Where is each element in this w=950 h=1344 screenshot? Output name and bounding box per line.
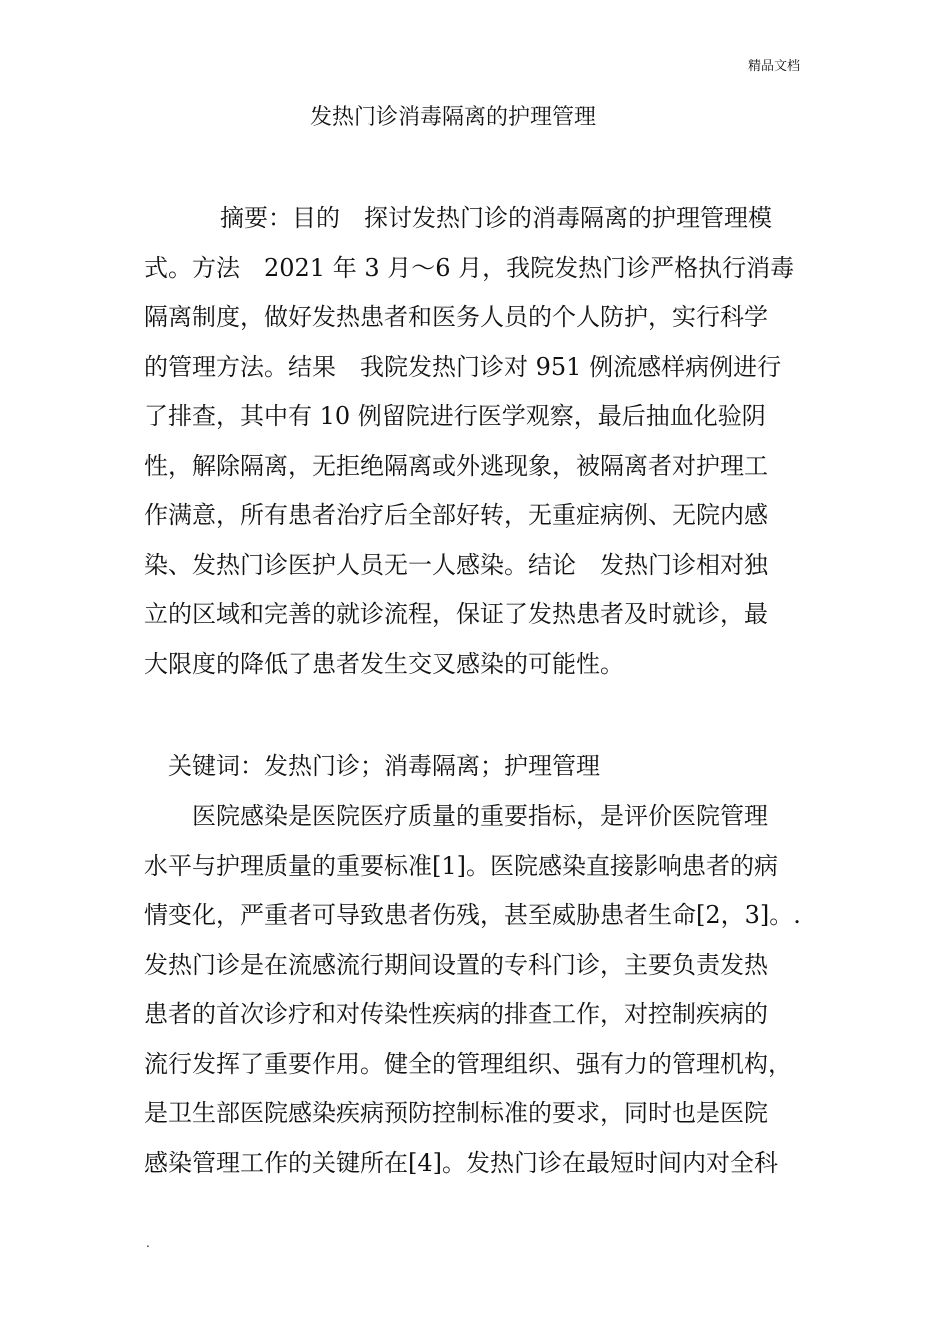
abstract-paragraph — [144, 194, 794, 689]
keywords-label: 关键词： — [168, 752, 264, 780]
intro-line: 医院感染是医院医疗质量的重要指标，是评价医院管理 — [192, 802, 768, 830]
abstract-line: 立的区域和完善的就诊流程，保证了发热患者及时就诊，最 — [144, 600, 768, 628]
abstract-line: 隔离制度，做好发热患者和医务人员的个人防护，实行科学 — [144, 303, 768, 331]
intro-line: 患者的首次诊疗和对传染性疾病的排查工作，对控制疾病的 — [144, 1000, 768, 1028]
abstract-line: 式。方法 2021 年 3 月～6 月，我院发热门诊严格执行消毒 — [144, 253, 795, 282]
abstract-line: 了排查，其中有 10 例留院进行医学观察，最后抽血化验阴 — [144, 402, 766, 430]
abstract-line — [144, 194, 794, 244]
intro-paragraph — [144, 792, 801, 1188]
intro-line: 流行发挥了重要作用。健全的管理组织、强有力的管理机构， — [144, 1049, 792, 1078]
abstract-line: 染、发热门诊医护人员无一人感染。结论 发热门诊相对独 — [144, 550, 768, 579]
header-mark: 精品文档 — [748, 59, 801, 74]
document-title: 发热门诊消毒隔离的护理管理 — [310, 105, 597, 130]
keywords-paragraph — [144, 742, 600, 792]
intro-line: 水平与护理质量的重要标准[1]。医院感染直接影响患者的病 — [144, 851, 778, 880]
intro-line: 发热门诊是在流感流行期间设置的专科门诊，主要负责发热 — [144, 950, 768, 979]
intro-line: 情变化，严重者可导致患者伤残，甚至威胁患者生命[2，3]。. — [144, 901, 801, 929]
footer-mark: . — [146, 1236, 150, 1250]
abstract-line: 性，解除隔离，无拒绝隔离或外逃现象，被隔离者对护理工 — [144, 451, 768, 480]
abstract-line: 大限度的降低了患者发生交叉感染的可能性。 — [144, 649, 624, 678]
keywords-line — [144, 742, 600, 792]
intro-line: 感染管理工作的关键所在[4]。发热门诊在最短时间内对全科 — [144, 1148, 778, 1177]
intro-line: 是卫生部医院感染疾病预防控制标准的要求，同时也是医院 — [144, 1099, 768, 1127]
abstract-line: 作满意，所有患者治疗后全部好转，无重症病例、无院内感 — [144, 501, 768, 529]
keywords-text: 发热门诊；消毒隔离；护理管理 — [264, 752, 600, 780]
abstract-line: 的管理方法。结果 我院发热门诊对 951 例流感样病例进行 — [144, 352, 782, 381]
abstract-label: 摘要： — [220, 204, 292, 232]
abstract-line-text: 目的 探讨发热门诊的消毒隔离的护理管理模 — [292, 204, 772, 232]
